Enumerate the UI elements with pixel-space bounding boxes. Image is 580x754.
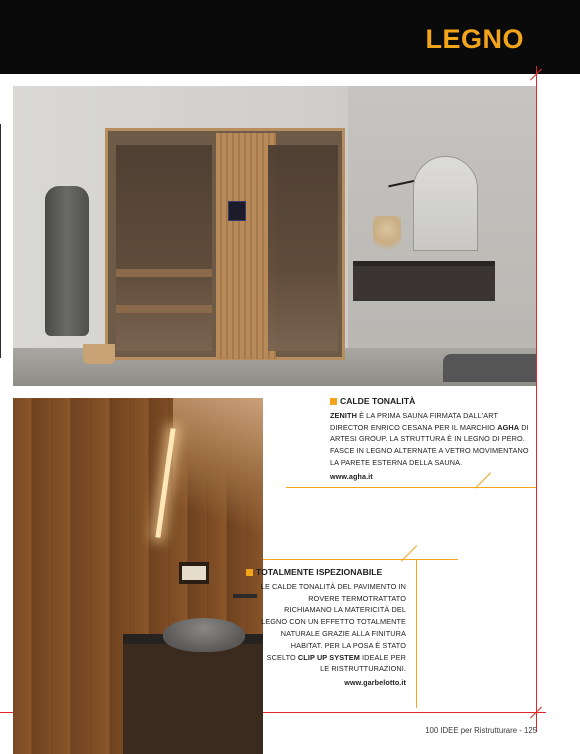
square-bullet-icon [330,398,337,405]
caption-body [260,581,406,675]
caption-text: IDEALE PER LE RISTRUTTURAZIONI. [320,652,406,674]
caption-heading-text: TOTALMENTE ISPEZIONABILE [256,567,383,577]
stone-basin [163,618,245,652]
brand-name: ZENITH [330,410,357,420]
sauna-glass-left [116,145,212,351]
arched-mirror [413,156,478,251]
sauna-photo [13,86,536,386]
sauna-control-panel [228,201,246,221]
faucet [233,594,257,598]
sauna-bucket [83,344,115,364]
vanity-cabinet [353,261,495,301]
caption-heading [330,396,530,408]
caption-url[interactable]: www.agha.it [330,471,373,481]
dried-plant [373,216,401,261]
caption-heading-text: CALDE TONALITÀ [340,396,416,406]
vanity-top [353,261,495,266]
sauna-glass-right [268,145,338,351]
caption-heading [246,567,406,579]
guide-line-caption1 [286,487,536,488]
caption-text: DI ARTESI GROUP. LA STRUTTURA È IN LEGNO DI PERO. FASCE IN LEGNO ALTERNATE A VETRO MOVIMENTANO LA PARETE ESTERNA DELLA SAUNA. [330,422,529,467]
brand-name: CLIP UP SYSTEM [297,652,360,662]
sauna-bench [116,305,212,313]
sauna-bench [116,269,212,277]
caption-url[interactable]: www.garbelotto.it [344,678,406,688]
caption-sauna [330,396,530,483]
guide-line-caption2-vert [416,560,417,708]
caption-text: LE CALDE TONALITÀ DEL PAVIMENTO IN ROVERE TERMOTRATTATO RICHIAMANO LA MATERICITÀ DEL LEGNO CON UN EFFETTO TOTALMENTE NATURALE GRAZIE ALLA FINITURA HABITAT. PER LA POSA È STATO SCELTO [260,581,406,662]
sauna-wood-slats [216,133,276,359]
vanity-counter [123,638,263,754]
towels [443,354,536,382]
section-title: LEGNO [425,24,524,54]
page-footer: 100 IDEE per Ristrutturare - 125 [425,726,537,735]
sauna-cabin [105,128,345,360]
bathrobe [45,186,89,336]
bathroom-photo [13,398,263,754]
caption-text: È LA PRIMA SAUNA FIRMATA DALL'ART DIRECTOR ENRICO CESANA PER IL MARCHIO [330,410,498,432]
left-edge-fragment [0,124,1,358]
square-bullet-icon [246,569,253,576]
caption-floor [256,567,406,689]
guide-line-caption2-top [263,559,458,560]
guide-line-vertical [536,66,537,732]
caption-body [330,410,530,469]
rolled-towels [182,566,206,580]
ceiling-light-glow [173,398,263,538]
brand-name: AGHA [497,422,520,432]
